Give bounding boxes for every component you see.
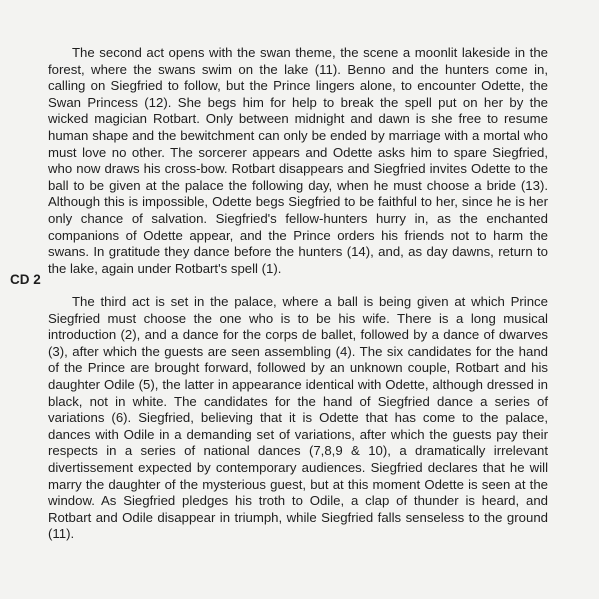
cd-marker: CD 2 [10, 272, 41, 287]
paragraph-act-two: The second act opens with the swan theme, the scene a moonlit lakeside in the forest, where the swans swim on the lake (11). Benno and the hunters come in, calling on Siegfried to follow, but the Prince lingers alone, to encounter Odette, the Swan Princess (12). She begs him for help to break the spell put on her by the wicked magician Rotbart. Only between midnight and dawn is she free to resume human shape and the bewitchment can only be ended by marriage with a mortal who must love no other. The sorcerer appears and Odette asks him to spare Siegfried, who now draws his cross-bow. Rotbart disappears and Siegfried invites Odette to the ball to be given at the palace the following day, when he must choose a bride (13). Although this is impossible, Odette begs Siegfried to be faithful to her, since he is her only chance of salvation. Siegfried's fellow-hunters hurry in, as the enchanted companions of Odette appear, and the Prince orders his friends not to harm the swans. In gratitude they dance before the hunters (14), and, as day dawns, return to the lake, again under Rotbart's spell (1). [48, 45, 548, 276]
paragraph-act-three: The third act is set in the palace, where a ball is being given at which Prince Siegfried must choose the one who is to be his wife. There is a long musical introduction (2), and a dance for the corps de ballet, followed by a dance of dwarves (3), after which the guests are seen assembling (4). The six candidates for the hand of the Prince are brought forward, followed by an unknown couple, Rotbart and his daughter Odile (5), the latter in appearance identical with Odette, although dressed in black, not in white. The candidates for the hand of Siegfried dance a series of variations (6). Siegfried, believing that it is Odette that has come to the palace, dances with Odile in a demanding set of variations, after which the guests pay their respects in a series of national dances (7,8,9 & 10), a dramatically irrelevant divertissement expected by contemporary audiences. Siegfried declares that he will marry the daughter of the mysterious guest, but at this moment Odette is seen at the window. As Siegfried pledges his troth to Odile, a clap of thunder is heard, and Rotbart and Odile disappear in triumph, while Siegfried falls senseless to the ground (11). [48, 294, 548, 542]
